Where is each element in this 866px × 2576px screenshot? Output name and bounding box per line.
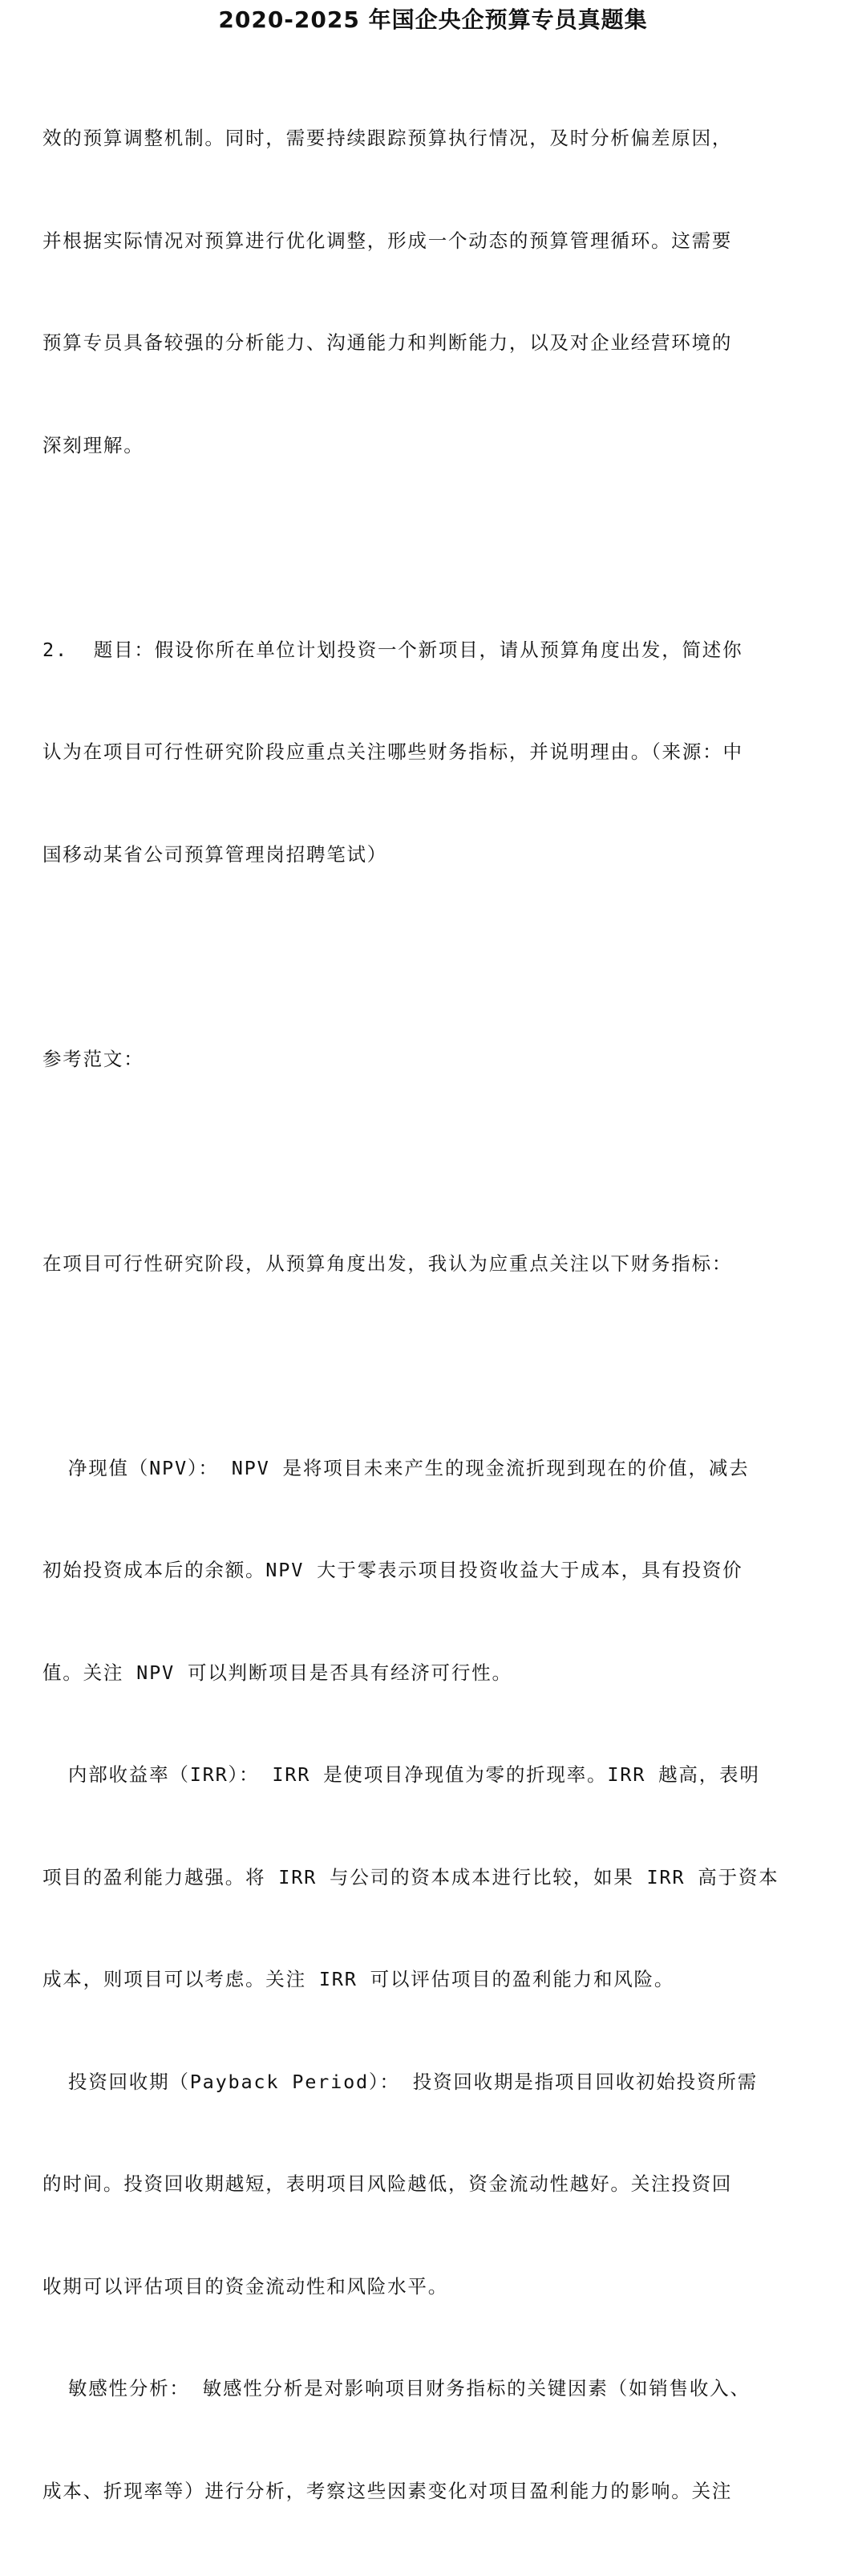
blank-line (42, 530, 836, 565)
section-label: 参考范文： (42, 1047, 144, 1070)
text-line: 成本，则项目可以考虑。关注 IRR 可以评估项目的盈利能力和风险。 (42, 1968, 675, 1990)
text-line: 预算专员具备较强的分析能力、沟通能力和判断能力，以及对企业经营环境的 (42, 331, 733, 354)
blank-line (42, 939, 836, 974)
text-line: 深刻理解。 (42, 433, 144, 456)
page-title: 2020-2025 年国企央企预算专员真题集 (218, 6, 648, 33)
text-line: 在项目可行性研究阶段，从预算角度出发，我认为应重点关注以下财务指标： (42, 1251, 733, 1275)
text-line: 项目的盈利能力越强。将 IRR 与公司的资本成本进行比较，如果 IRR 高于资本 (42, 1865, 779, 1888)
text-line: 净现值（NPV）： NPV 是将项目未来产生的现金流折现到现在的价值，减去 (42, 1456, 750, 1479)
blank-line (42, 1144, 836, 1178)
text-line: 初始投资成本后的余额。NPV 大于零表示项目投资收益大于成本，具有投资价 (42, 1559, 743, 1581)
text-line: 效的预算调整机制。同时，需要持续跟踪预算执行情况，及时分析偏差原因， (42, 127, 733, 149)
text-line: 的时间。投资回收期越短，表明项目风险越低，资金流动性越好。关注投资回 (42, 2172, 733, 2195)
text-line: 内部收益率（IRR）： IRR 是使项目净现值为零的折现率。IRR 越高，表明 (42, 1763, 760, 1786)
text-line: 成本、折现率等）进行分析，考察这些因素变化对项目盈利能力的影响。关注 (42, 2479, 733, 2502)
text-line: 投资回收期（Payback Period）： 投资回收期是指项目回收初始投资所需 (42, 2070, 758, 2093)
question-line: 认为在项目可行性研究阶段应重点关注哪些财务指标，并说明理由。（来源：中 (42, 740, 743, 763)
text-line: 值。关注 NPV 可以判断项目是否具有经济可行性。 (42, 1661, 512, 1684)
text-line: 收期可以评估项目的资金流动性和风险水平。 (42, 2274, 448, 2298)
text-line: 敏感性分析： 敏感性分析是对影响项目财务指标的关键因素（如销售收入、 (42, 2377, 751, 2400)
question-line: 国移动某省公司预算管理岗招聘笔试） (42, 842, 388, 866)
blank-line (42, 1349, 836, 1383)
text-line: 并根据实际情况对预算进行优化调整，形成一个动态的预算管理循环。这需要 (42, 229, 733, 252)
question-line: 2. 题目：假设你所在单位计划投资一个新项目，请从预算角度出发，简述你 (42, 638, 743, 661)
document-body (42, 53, 836, 2576)
